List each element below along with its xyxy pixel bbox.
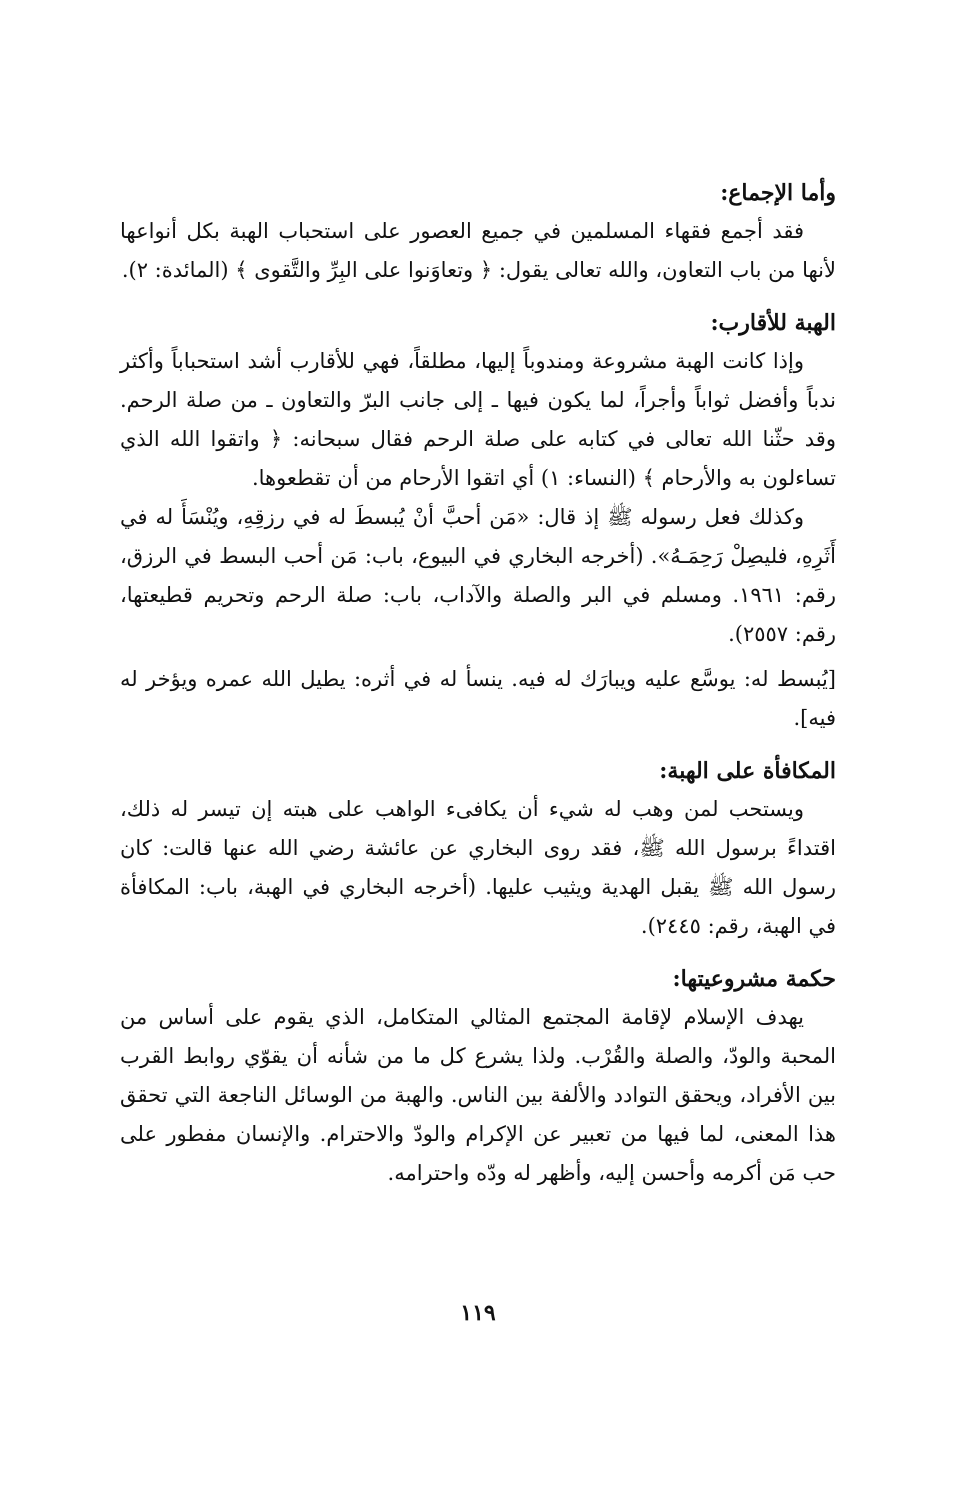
note-relatives: [يُبسط له: يوسَّع عليه ويبارَك له فيه. ينسأ له في أثره: يطيل الله عمره ويؤخر له فيه]. [120, 667, 836, 730]
paragraph-relatives-2: وكذلك فعل رسوله ﷺ إذ قال: «مَن أحبَّ أنْ يُبسطَ له في رزقِهِ، ويُنْسَأَ له في أَثَرِهِ، فليصِلْ رَحِمَـهُ». (أخرجه البخاري في البيوع، باب: مَن أحب البسط في الرزق، رقم: ١٩٦١. ومسلم في البر والصلة والآداب، باب: صلة الرحم وتحريم قطيعتها، رقم: ٢٥٥٧). [120, 505, 836, 646]
page-number: ١١٩ [460, 1300, 496, 1326]
section-heading-relatives: الهبة للأقارب: [710, 310, 836, 336]
section-heading-wisdom: حكمة مشروعيتها: [672, 966, 836, 992]
spacer [120, 946, 836, 954]
section-heading-ijma: وأما الإجماع: [720, 180, 836, 206]
spacer [120, 290, 836, 298]
paragraph-reward: ويستحب لمن وهب له شيء أن يكافىء الواهب على هبته إن تيسر له ذلك، اقتداءً برسول الله ﷺ، فقد روى البخاري عن عائشة رضي الله عنها قالت: كان رسول الله ﷺ يقبل الهدية ويثيب عليها. (أخرجه البخاري في الهبة، باب: المكافأة في الهبة، رقم: ٢٤٤٥). [120, 797, 836, 938]
section-heading-reward: المكافأة على الهبة: [659, 758, 836, 784]
paragraph-ijma: فقد أجمع فقهاء المسلمين في جميع العصور على استحباب الهبة بكل أنواعها لأنها من باب التعاون، والله تعالى يقول: ﴿ وتعاوَنوا على البِرِّ والتَّقوى ﴾ (المائدة: ٢). [120, 219, 836, 282]
paragraph-relatives-1: وإذا كانت الهبة مشروعة ومندوباً إليها، مطلقاً، فهي للأقارب أشد استحباباً وأكثر ندباً وأفضل ثواباً وأجراً، لما يكون فيها ـ إلى جانب البرّ والتعاون ـ من صلة الرحم. وقد حثّنا الله تعالى في كتابه على صلة الرحم فقال سبحانه: ﴿ واتقوا الله الذي تساءلون به والأرحام ﴾ (النساء: ١) أي اتقوا الأرحام من أن تقطعوها. [120, 349, 836, 490]
spacer [120, 738, 836, 746]
paragraph-wisdom: يهدف الإسلام لإقامة المجتمع المثالي المتكامل، الذي يقوم على أساس من المحبة والودّ، والصلة والقُرْب. ولذا يشرع كل ما من شأنه أن يقوّي روابط القرب بين الأفراد، ويحقق التوادد والألفة بين الناس. والهبة من الوسائل الناجعة التي تحقق هذا المعنى، لما فيها من تعبير عن الإكرام والودّ والاحترام. والإنسان مفطور على حب مَن أكرمه وأحسن إليه، وأظهر له ودّه واحترامه. [120, 1005, 836, 1185]
